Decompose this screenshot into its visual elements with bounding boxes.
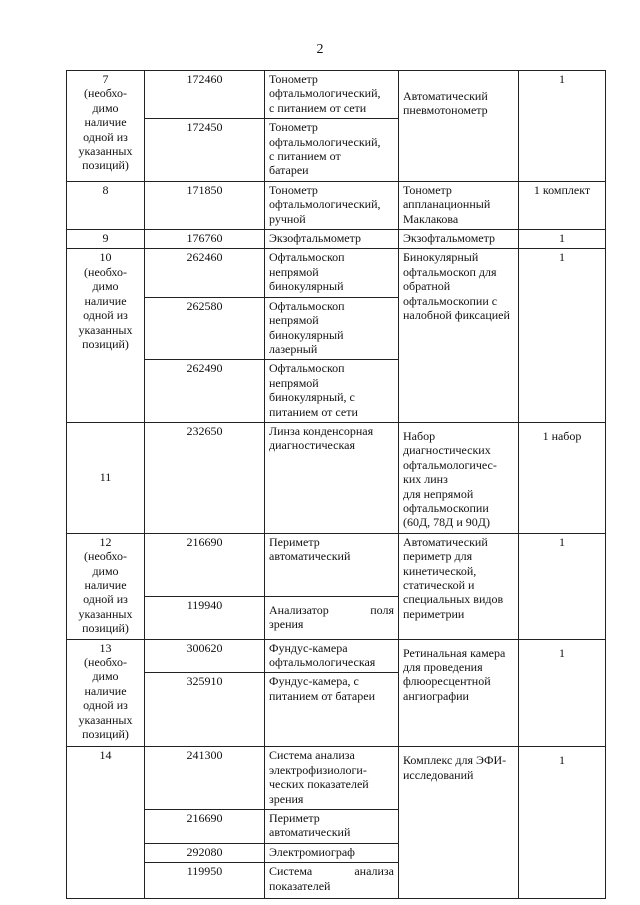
item-number: 13 — [99, 640, 112, 655]
equipment-table — [66, 70, 606, 899]
name-word: Система — [269, 864, 313, 879]
name-word: поля — [370, 602, 394, 617]
name-cell: Фундус-камера офтальмологическая — [265, 639, 399, 673]
equipment-set-cell: Бинокулярный офтальмоскоп для обратной офтальмоскопии с налобной фиксацией — [399, 249, 519, 422]
name-cell: Тонометр офтальмологический, с питанием от батареи — [265, 119, 399, 182]
name-word: анализа — [354, 864, 394, 879]
alternatives-note: (необхо- димо наличие одной из указанных позиций) — [78, 264, 133, 351]
code-cell: 172460 — [145, 71, 265, 119]
item-number: 11 — [67, 422, 145, 533]
name-cell: Тонометр офтальмологический, ручной — [265, 181, 399, 229]
code-cell: 325910 — [145, 673, 265, 747]
name-cell — [265, 863, 399, 899]
quantity-cell: 1 набор — [519, 422, 606, 533]
name-cell: Фундус-камера, с питанием от батареи — [265, 673, 399, 747]
code-cell: 262580 — [145, 297, 265, 360]
name-line: показателей — [269, 878, 331, 893]
code-cell: 216690 — [145, 810, 265, 844]
page-number: 2 — [316, 42, 324, 57]
alternatives-note: (необхо- димо наличие одной из указанных позиций) — [78, 655, 133, 742]
name-cell: Офтальмоскоп непрямой бинокулярный — [265, 249, 399, 297]
equipment-set-cell: Набор диагностических офтальмологичес- ких линз для непрямой офтальмоскопии (60Д, 78Д и 90Д) — [399, 422, 519, 533]
code-cell: 119950 — [145, 863, 265, 899]
alternatives-note: (необхо- димо наличие одной из указанных позиций) — [78, 549, 133, 636]
alternatives-note: (необхо- димо наличие одной из указанных позиций) — [78, 86, 133, 173]
item-number-cell — [67, 71, 145, 182]
code-cell: 172450 — [145, 119, 265, 182]
name-cell: Офтальмоскоп непрямой бинокулярный лазерный — [265, 297, 399, 360]
table-row — [67, 71, 606, 119]
item-number: 8 — [67, 181, 145, 229]
code-cell: 241300 — [145, 747, 265, 810]
name-line: зрения — [269, 617, 304, 632]
table-row — [67, 747, 606, 810]
table-row — [67, 533, 606, 596]
equipment-set-cell: Комплекс для ЭФИ- исследований — [399, 747, 519, 899]
table-row — [67, 249, 606, 297]
item-number-cell — [67, 639, 145, 747]
equipment-set-cell: Тонометр аппланационный Маклакова — [399, 181, 519, 229]
item-number: 9 — [67, 230, 145, 249]
code-cell: 176760 — [145, 230, 265, 249]
name-cell: Офтальмоскоп непрямой бинокулярный, с питанием от сети — [265, 360, 399, 423]
code-cell: 119940 — [145, 596, 265, 639]
code-cell: 300620 — [145, 639, 265, 673]
code-cell: 232650 — [145, 422, 265, 533]
name-cell: Периметр автоматический — [265, 533, 399, 596]
code-cell: 262460 — [145, 249, 265, 297]
quantity-cell: 1 — [519, 747, 606, 899]
quantity-cell: 1 — [519, 533, 606, 639]
equipment-set-cell: Экзофтальмометр — [399, 230, 519, 249]
table-row — [67, 639, 606, 673]
quantity-cell: 1 — [519, 639, 606, 747]
equipment-set-cell: Ретинальная камера для проведения флюоресцентной ангиографии — [399, 639, 519, 747]
code-cell: 171850 — [145, 181, 265, 229]
item-number: 10 — [99, 250, 112, 265]
name-cell: Электромиограф — [265, 843, 399, 862]
code-cell: 262490 — [145, 360, 265, 423]
name-word: Анализатор — [269, 602, 329, 617]
table-row — [67, 422, 606, 533]
code-cell: 216690 — [145, 533, 265, 596]
item-number: 12 — [99, 534, 112, 549]
name-cell: Экзофтальмометр — [265, 230, 399, 249]
name-cell: Тонометр офтальмологический, с питанием от сети — [265, 71, 399, 119]
name-cell — [265, 596, 399, 639]
item-number-cell — [67, 533, 145, 639]
name-cell: Линза конденсорная диагностическая — [265, 422, 399, 533]
item-number: 14 — [67, 747, 145, 899]
code-cell: 292080 — [145, 843, 265, 862]
table-row — [67, 181, 606, 229]
quantity-cell: 1 — [519, 230, 606, 249]
name-cell: Система анализа электрофизиологи- ческих показателей зрения — [265, 747, 399, 810]
item-number-cell — [67, 249, 145, 422]
equipment-set-cell: Автоматический периметр для кинетической, статической и специальных видов периметрии — [399, 533, 519, 639]
quantity-cell: 1 — [519, 249, 606, 422]
name-cell: Периметр автоматический — [265, 810, 399, 844]
quantity-cell: 1 — [519, 71, 606, 182]
item-number: 7 — [102, 72, 109, 86]
quantity-cell: 1 комплект — [519, 181, 606, 229]
table-row — [67, 230, 606, 249]
equipment-set-cell: Автоматический пневмотонометр — [399, 71, 519, 182]
